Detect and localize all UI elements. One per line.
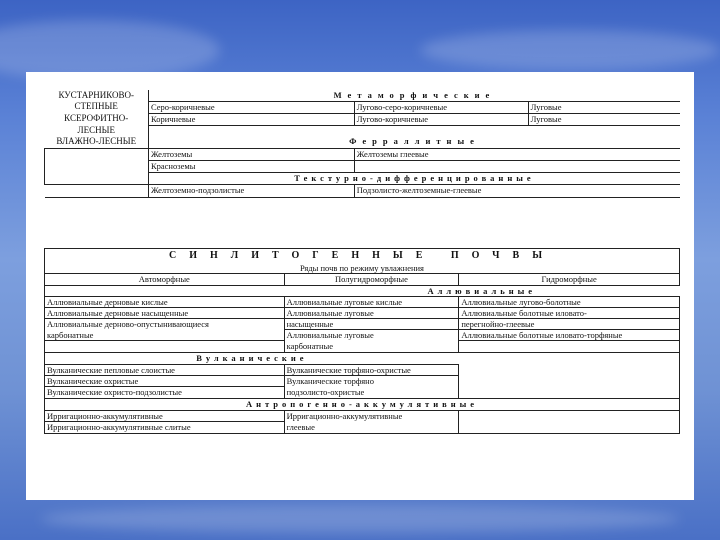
cell: Красноземы — [148, 160, 354, 172]
left-label: ВЛАЖНО-ЛЕСНЫЕ — [45, 136, 149, 148]
cell: Аллювиальные луговые — [284, 308, 459, 319]
group-header-texture: Текстурно-дифференцированные — [148, 172, 680, 184]
group-header-metamorphic: Метаморфические — [148, 90, 680, 101]
left-label: СТЕПНЫЕ — [45, 101, 149, 113]
soil-classification-table-1 — [44, 90, 680, 198]
cell: Вулканические торфяно — [284, 376, 459, 387]
cell: Ирригационно-аккумулятивные слитые — [45, 422, 285, 434]
cell: Вулканические торфяно-охристые — [284, 365, 459, 376]
cell: Ирригационно-аккумулятивные — [284, 411, 459, 422]
cell: карбонатные — [45, 330, 285, 341]
cell: Луговые — [528, 113, 680, 125]
column-header: Гидроморфные — [459, 274, 680, 286]
cell: Аллювиальные дерновые кислые — [45, 297, 285, 308]
group-header-ferrallitic: Ферраллитные — [148, 136, 680, 148]
left-label: КСЕРОФИТНО- — [45, 113, 149, 125]
cell: карбонатные — [284, 341, 459, 353]
cell: Аллювиальные луговые кислые — [284, 297, 459, 308]
document-page — [26, 72, 694, 500]
cell: Коричневые — [148, 113, 354, 125]
cell: Аллювиальные луговые — [284, 330, 459, 341]
cell: подзолисто-охристые — [284, 387, 459, 399]
cell: Вулканические охристые — [45, 376, 285, 387]
cell — [354, 160, 680, 172]
table-subtitle: Ряды почв по режиму увлажнения — [45, 263, 680, 274]
left-label: КУСТАРНИКОВО- — [45, 90, 149, 101]
column-header: Полугидроморфные — [284, 274, 459, 286]
column-header: Автоморфные — [45, 274, 285, 286]
cell — [459, 341, 680, 353]
cell: Аллювиальные лугово-болотные — [459, 297, 680, 308]
cell: Луговые — [528, 101, 680, 113]
cell: Аллювиальные дерново-опустынивающиеся — [45, 319, 285, 330]
soil-classification-table-2 — [44, 248, 680, 434]
cell: Серо-коричневые — [148, 101, 354, 113]
cell: Лугово-коричневые — [354, 113, 528, 125]
cell: Лугово-серо-коричневые — [354, 101, 528, 113]
cell: Подзолисто-желтоземные-глеевые — [354, 184, 680, 197]
background-glow — [40, 505, 680, 533]
cell: перегнойно-глеевые — [459, 319, 680, 330]
cell: Желтоземы — [148, 148, 354, 160]
cell: Вулканические пепловые слоистые — [45, 365, 285, 376]
background-glow — [420, 30, 720, 70]
left-label: ЛЕСНЫЕ — [45, 125, 149, 136]
group-header-alluvial: Аллювиальные — [284, 286, 679, 297]
cell: Аллювиальные болотные иловато-торфяные — [459, 330, 680, 341]
cell: Аллювиальные дерновые насыщенные — [45, 308, 285, 319]
table-title: СИНЛИТОГЕННЫЕ ПОЧВЫ — [45, 249, 680, 263]
cell: Вулканические охристо-подзолистые — [45, 387, 285, 399]
cell — [45, 341, 285, 353]
cell: Аллювиальные болотные иловато- — [459, 308, 680, 319]
cell: Желтоземы глеевые — [354, 148, 680, 160]
cell: насыщенные — [284, 319, 459, 330]
group-header-anthropogenic: Антропогенно-аккумулятивные — [45, 399, 680, 411]
cell: глеевые — [284, 422, 459, 434]
background-glow — [0, 20, 220, 80]
cell: Желтоземно-подзолистые — [148, 184, 354, 197]
group-header-volcanic: Вулканические — [45, 353, 459, 365]
cell: Ирригационно-аккумулятивные — [45, 411, 285, 422]
